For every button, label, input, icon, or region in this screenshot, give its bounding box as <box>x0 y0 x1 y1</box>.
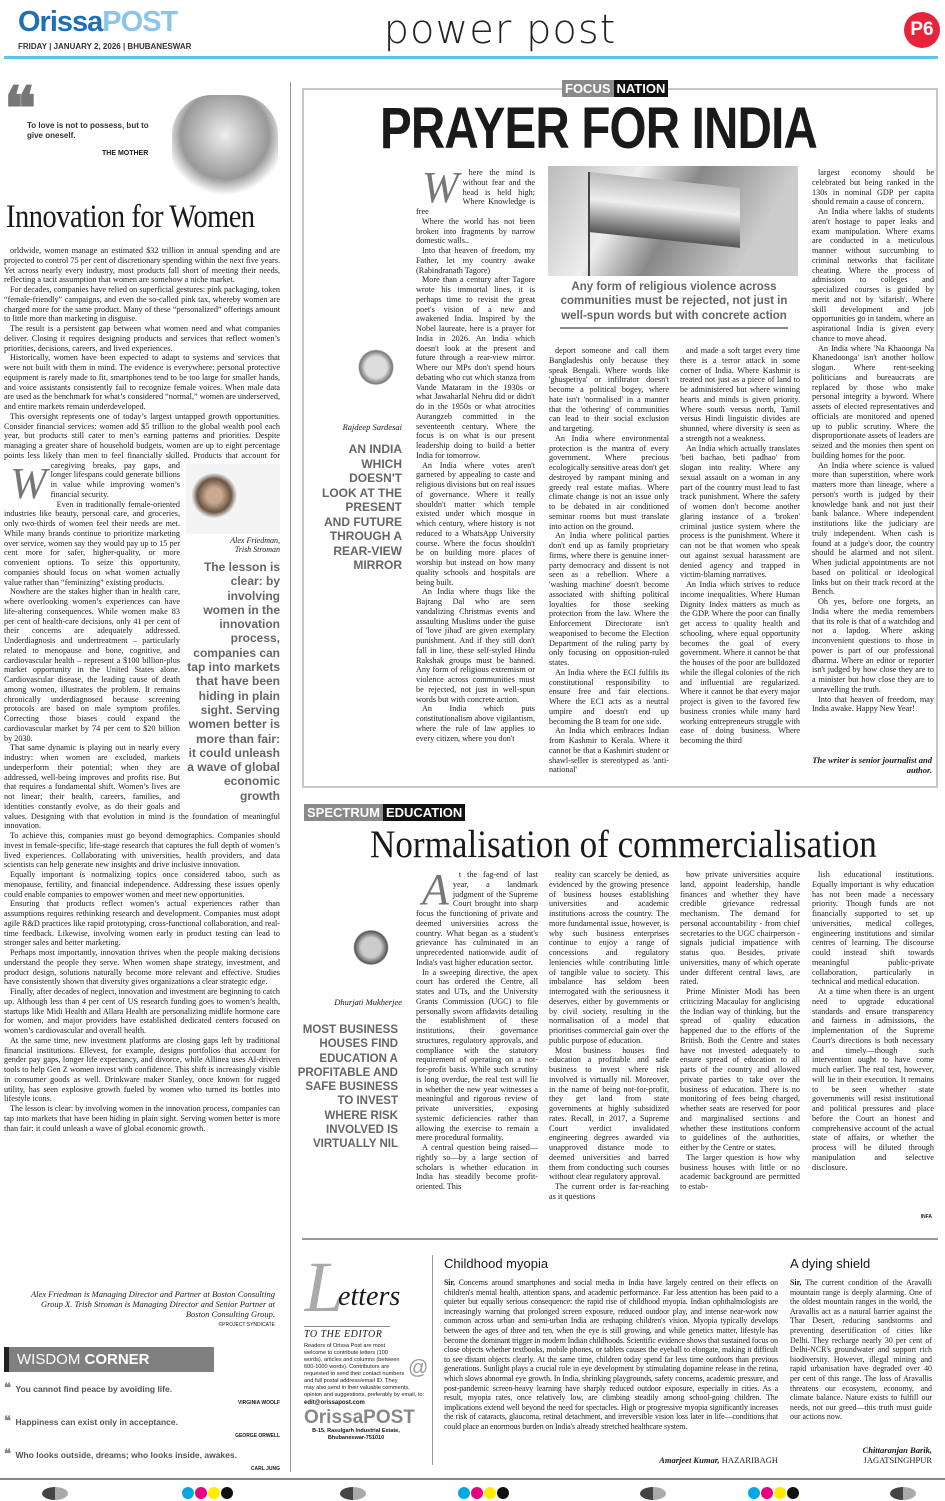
paragraph: Perhaps most importantly, innovation thrives when the people making decisions understand the people they serve. When women shape strategy, investment, and product design, solutions naturally become more relevant and effective. Studies have consistently shown that diversity gives organizations a clear strategic edge. <box>4 948 280 987</box>
letters-big-l: L <box>304 1252 345 1326</box>
education-credit: INFA <box>920 1214 932 1220</box>
email-at-icon: @ <box>407 1357 428 1379</box>
paragraph: lish educational institutions. Equally important is why education has not been made a necessary priority. Though funds are not financially supported to set up universities, medical colleges, engineering institutions and similar centres of learning. The discourse could instead shift towards meaningful public-private collaboration, particularly in technical and medical education. <box>812 870 934 987</box>
education-col-3 <box>680 870 800 1222</box>
paragraph: Into that heaven of freedom, my Father, let my country awake (Rabindranath Tagore) <box>416 246 535 275</box>
prayer-bio: The writer is senior journalist and author. <box>812 755 932 775</box>
paragraph: Historically, women have been expected to adapt to systems and services that were not built with them in mind. The evidence is everywhere: personal protective equipment is rarely made to fit, smartphones tend to be too large for smaller hands, and voice assistants consistently fail to recognize female voices. When male data are used as the benchmark for what’s considered “normal,” women are underserved, and entire markets remain underdeveloped. <box>4 353 280 411</box>
letter-title: Childhood myopia <box>444 1256 549 1271</box>
letter-signature-name: Chittaranjan Barik, <box>862 1445 932 1455</box>
paragraph: An India where thugs like the Bajrang Dal who are seen vandalizing Christmas events and assaulting Muslims under the guise of 'love jihad' are given exemplary punishment. And if they still don't fall in line, these self-styled Hindu Rakshak groups must be banned. Any form of religious extremism or violence across communities must be rejected, not just in well-spun words but with concrete action. <box>416 587 535 704</box>
letters-logo <box>304 1407 428 1428</box>
wisdom-quote <box>4 1445 280 1472</box>
letter-body <box>790 1278 932 1441</box>
letters-panel <box>304 1252 428 1442</box>
innovation-pull-quote: The lesson is clear: by involving women in the innovation process, companies can tap into markets that have been hiding in plain sight. Serving women better is more than fair: it could unleash a wave of global economic growth <box>187 560 280 803</box>
letter-signature <box>790 1445 932 1465</box>
paragraph: A central question being raised—rightly so—by a large section of scholars is whether education in India has steadily become profit-oriented. This <box>416 1143 538 1191</box>
education-col-2 <box>549 870 669 1222</box>
logo-text-a: Orissa <box>18 6 103 38</box>
paragraph: deport someone and call them Bangladeshis only because they speak Bengali. Where words like 'ghuspetiya' or infiltrator doesn't become a political bogey, where hate isn't 'normalised' in a manner that the 'othering' of communities can lead to their social exclusion and targeting. <box>549 346 669 433</box>
quote-mark-icon: ❝ <box>4 75 37 142</box>
paragraph: At a time when there is an urgent need to upgrade educational standards and ensure transparency and fairness in admissions, the implementation of the Supreme Court's directions is both necessary and timely—though such intervention ought to have come much earlier. The real test, however, will lie in their execution. It remains to be seen whether state governments will resist institutional and political pressures and place before the Court an honest and comprehensive account of the actual state of affairs, or whether the process will be diluted through manipulation and selective disclosure. <box>812 987 934 1172</box>
paragraph: At the fag-end of last year, a landmark judgment of the Supreme Court brought into sharp focus the functioning of private and deemed universities across the country. What began as a student's grievance has culminated in an unprecedented nationwide audit of India's vast higher education sector. <box>416 870 538 967</box>
letter-text: Concerns around smartphones and social media in India have largely centred on their effects on children's mental health, attention spans, and academic performance. Far less attention has been paid to a quieter but equally serious consequence: the rapid rise of childhood myopia. Indian ophthalmologists are increasingly warning that prolonged screen exposure, reduced outdoor play, and intense near-work now common across urban and semi-urban India are reshaping children's vision. Myopia typically develops between the ages of three and ten, when the eye is still growing, and while genetics matter, lifestyle has become the dominant trigger in modern Indian childhoods. Scientific evidence shows that sustained focus on close objects whether textbooks, mobile phones, or tablets causes the eyeball to elongate, making it difficult to see distant objects clearly. At the same time, children today spend far less time outdoors than previous generations. Sunlight plays a crucial role in eye development by stimulating dopamine release in the retina, which slows abnormal eye growth. In India, shrinking playgrounds, safety concerns, academic pressure, and post-pandemic screen-heavy learning have sharply reduced outdoor exposure, especially in cities. As a result, myopia rates, once relatively low, are climbing steadily among school-going children. The implications extend well beyond the need for spectacles. High or progressive myopia significantly increases the risk of cataracts, glaucoma, retinal detachment, and irreversible vision loss later in life—conditions that could place an enormous burden on India's already stretched healthcare system. <box>444 1278 778 1431</box>
paragraph: Into that heaven of freedom, may India awake. Happy New Year! <box>812 694 934 714</box>
letters-rule <box>302 1238 938 1240</box>
paragraph: More than a century after Tagore wrote his immortal lines, it is perhaps time to revisit the great poet's vision of a new and awakened India. Inspired by the Nobel laureate, here is a prayer for India in 2026. An India which doesn't look at the present and future through a rear-view mirror. Where our MPs don't spend hours debating who cut which stanza from Vande Mataram in the 1930s or what Jawaharlal Nehru did or didn't do in the 1950s or what atrocities Aurangzeb committed in the seventeenth century. Where the focus is on what is our present leadership doing to build a better India for tomorrow. <box>416 275 535 460</box>
letter-signature-name: Amarjeet Kumar, <box>659 1455 720 1465</box>
header-rule <box>4 56 938 59</box>
letter-signature <box>600 1455 778 1465</box>
page-number-badge: P6 <box>904 12 940 48</box>
letters-info-block <box>304 1343 428 1399</box>
paragraph: The lesson is clear: by involving women in the innovation process, companies can tap into markets that have been hiding in plain sight. Serving women better is more than fair: it could unleash a wave of global economic growth. <box>4 1104 280 1133</box>
cmyk-color-bar <box>458 1487 509 1499</box>
prayer-col-4 <box>812 168 934 753</box>
cmyk-color-bar <box>182 1487 233 1499</box>
paragraph: An India where 'Na Khaoonga Na Khanedoonga' isn't another hollow slogan. Where rent-seeking politicians and bureaucrats are replaced by those who make personal integrity a byword. Where assets of elected representatives and officials are monitored and opened up to public scrutiny. Where the disproportionate assets of leaders are seized and the monies then spent on building homes for the poor. <box>812 343 934 460</box>
registration-mark <box>42 1487 68 1500</box>
letter-title: A dying shield <box>790 1256 871 1271</box>
dateline: FRIDAY | JANUARY 2, 2026 | BHUBANESWAR <box>18 42 192 51</box>
the-mother-photo <box>172 95 278 195</box>
letters-info: Readers of Orissa Post are most welcome to contribute letters (100 words), articles and columns (between 600-1000 words). Contributors are requested to send their contact numbers and full postal address/email ID. They may also send in their valuable comments, opinion and suggestions, preferably by email, to: <box>304 1343 425 1398</box>
paragraph: This oversight represents one of today’s largest untapped growth opportunities. Consider financial services: women add $5 trillion to the global wealth pool each year, but products still cater to men’s earning patterns and priorities. Despite managing a greater share of household budgets, women are up to eight percentage points less likely than men to feel financially skilled. Products that account for caregiving breaks, pay gaps, and longer lifespans could generate billions in value while improving women’s financial security. <box>4 411 280 499</box>
letter-signature-place: JAGATSINGHPUR <box>863 1455 932 1465</box>
letter-signature-place: HAZARIBAGH <box>721 1455 778 1465</box>
paragraph: An India where votes aren't garnered by appealing to caste and religious divisions but on real issues of governance. Where it really shouldn't matter which temple existed under which mosque in which century, where history is not reduced to a WhatsApp University course. Where the focus shouldn't be on building more places of worship but instead on how many quality schools and hospitals are being built. <box>416 460 535 587</box>
wisdom-quote <box>4 1379 280 1406</box>
letter-text: The current condition of the Aravalli mountain range is deeply alarming. One of the oldest mountain ranges in the world, the Aravallis act as a natural barrier against the Thar Desert, reducing sandstorms and preventing desertification of cities like Delhi. They recharge nearly 30 per cent of Delhi-NCR's groundwater and support rich biodiversity. However, illegal mining and rapid urbanisation have degraded over 40 per cent of this range. The loss of Aravallis threatens our ecosystem, economy, and climate balance. Nature exists to fulfill our needs, not our greed—this truth must guide our actions now. <box>790 1278 932 1422</box>
wisdom-quote-author: GEORGE ORWELL <box>235 1433 280 1439</box>
top-quote: To love is not to possess, but to give oneself. <box>27 121 149 140</box>
letter-body <box>444 1278 778 1452</box>
paragraph: Prime Minister Modi has been criticizing Macaulay for anglicising the Indian way of thinking, but the spread of quality education happened due to the efforts of the British. Both the Centre and states have not invested adequately to ensure spread of education to all parts of the country and allowed private parties to take over the business of education. There is no monitoring of fees being charged, whether seats are reserved for poor and marginalised sections and whether these institutions conform to guidelines of the authorities, either by the Centre or states. <box>680 987 800 1152</box>
paragraph: Where the mind is without fear and the head is held high; Where Knowledge is free <box>416 168 535 216</box>
innovation-bio: Alex Friedman is Managing Director and Partner at Boston Consulting Group X. Trish Stroman is Managing Director and Senior Partner at Boston Consulting Group. <box>30 1289 275 1319</box>
column-divider <box>290 82 291 1472</box>
prayer-col-3 <box>680 346 800 774</box>
wisdom-quotes <box>4 1379 280 1478</box>
tag-nation: NATION <box>614 80 669 97</box>
paragraph: An India where political parties don't end up as family proprietary firms, where there is genuine inner-party democracy and dissent is not seen as a rebellion. Where a 'washing machine' doesn't become associated with shifting political loyalties for those seeking protection from the law. Where the Enforcement Directorate isn't weaponised to become the Election Department of the ruling party by only focusing on opposition-ruled states. <box>549 531 669 667</box>
paragraph: In a sweeping directive, the apex court has ordered the Centre, all states and UTs, and the University Grants Commission (UGC) to file personally sworn affidavits detailing the establishment of these institutions, their governance structures, regulatory approvals, and compliance with the statutory requirement of operating on a not-for-profit basis. While such scrutiny is long overdue, the real test will lie in whether the new year witnesses a meaningful and rigorous review of private universities, exposing systemic deficiencies rather than allowing the exercise to remain a mere procedural formality. <box>416 967 538 1143</box>
education-headline: Normalisation of commercialisation <box>370 823 877 866</box>
education-col-1 <box>416 870 538 1222</box>
tag-focus: FOCUS <box>562 80 614 97</box>
paragraph: An India which actually translates 'beti bachao, beti padhao' from slogan into reality. Where any sexual assault on a woman in any part of the country must lead to fast track punishment. Where the safety of women don't become another glaring instance of a 'broken' criminal justice system where the process is the punishment. Where it can not be that women who speak out against sexual harassment are denied agency and trapped in victim-blaming narratives. <box>680 443 800 580</box>
rajdeep-sardesai-photo <box>345 340 407 418</box>
wisdom-quote-text: Happiness can exist only in acceptance. <box>15 1417 178 1427</box>
prayer-col-1 <box>416 168 535 774</box>
wisdom-quote-author: CARL JUNG <box>250 1466 280 1472</box>
education-side-pull: MOST BUSINESS HOUSES FIND EDUCATION A PROFITABLE AND SAFE BUSINESS TO INVEST WHERE RISK INVOLVED IS VIRTUALLY NIL <box>297 1024 398 1151</box>
paragraph: An India which embraces Indian from Kashmir to Kerala. Where it cannot be that a Kashmiri student or shawl-seller is stereotyped as 'anti-national' <box>549 726 669 774</box>
quote-mark-icon: ❝ <box>4 1446 11 1461</box>
paragraph: To achieve this, companies must go beyond demographics. Companies should invest in female-specific, life-stage research that captures the full depth of women’s lived experiences. Collaborating with universities, health providers, and data scientists can help generate new insights and drive inclusive innovation. <box>4 831 280 870</box>
quote-mark-icon: ❝ <box>4 1413 11 1428</box>
paragraph: The current order is far-reaching as it questions <box>549 1182 669 1201</box>
wisdom-title-a: WISDOM <box>17 1351 81 1368</box>
letter-salutation: Sir, <box>790 1278 802 1287</box>
paragraph: The larger question is how why business houses with little or no academic background are permitted to estab- <box>680 1152 800 1191</box>
paragraph: and made a soft target every time there is a terror attack in some corner of India. Where Kashmir is treated not just as a piece of land to be administered but where winning hearts and minds is given priority. Where south versus north, Tamil versus Hindi linguistic divides are shunned, where diversity is seen as a strength not a weakness. <box>680 346 800 443</box>
paragraph: how private universities acquire land, appoint leadership, handle finances and whether they have credible grievance redressal mechanism. The demand for personal accountability - from chief secretaries to the UGC chairperson - signals judicial impatience with status quo. Besides, private universities, many of which operate under different central laws, are rated. <box>680 870 800 987</box>
paragraph: Worldwide, women manage an estimated $32 trillion in annual spending and are projected to control 75 per cent of discretionary spending within the next five years. Yet across nearly every industry, most products fall short of meeting their needs, reflecting a tacit assumption that women are somehow a niche market. <box>4 246 280 508</box>
innovation-body <box>4 246 280 1282</box>
tag-spectrum: SPECTRUM <box>304 804 383 821</box>
registration-mark <box>340 1487 366 1500</box>
top-quote-author: THE MOTHER <box>102 150 149 157</box>
innovation-sidebar <box>186 464 280 803</box>
paragraph: An India which puts constitutionalism above vigilantism, where the rule of law applies to every citizen, where you don't <box>416 704 535 743</box>
registration-mark <box>890 1487 916 1500</box>
wisdom-quote-author: VIRGINIA WOOLF <box>237 1400 280 1406</box>
wisdom-quote-text: You cannot find peace by avoiding life. <box>15 1384 173 1394</box>
paragraph: That same dynamic is playing out in nearly every industry: when women are excluded, markets underperform their potential; when they are addressed, well-being improves and profits rise. But that requires a fundamental shift. Women’s lives are not linear; their health, careers, families, and identities constantly evolve, as do their goals and values. Designing with that evolution in mind is the foundation of meaningful innovation. <box>4 743 280 831</box>
paragraph: The result is a persistent gap between what women need and what companies deliver. Closing it requires designing products and services that reflect women’s priorities, decisions, careers, and lived experiences. <box>4 324 280 353</box>
innovation-authors-photo <box>186 464 280 534</box>
letters-heading <box>304 1252 428 1326</box>
logo-text-b: POST <box>363 1407 415 1428</box>
innovation-credit: ©PROJECT SYNDICATE <box>218 1322 275 1328</box>
indian-flag-photo <box>548 166 798 276</box>
innovation-headline: Innovation for Women <box>6 199 255 235</box>
prayer-col-2 <box>549 346 669 774</box>
letter-salutation: Sir, <box>444 1278 455 1287</box>
paragraph: An India where science is valued more than superstition, where work matters more than lineage, where a person's worth is judged by their knowledge bank and not just their bank balance. Where independent institutions like the judiciary are truly independent. When cash is found at a judge's door, the country should be alarmed and not silent. When judicial appointments are not based on political or ideological links but on their track record at the Bench. <box>812 460 934 597</box>
paragraph: largest economy should be celebrated but being ranked in the 130s in nominal GDP per capita should remain a cause of concern. <box>812 168 934 207</box>
logo-text-a: Orissa <box>304 1407 364 1428</box>
dhurjati-mukherjee-photo <box>340 923 402 993</box>
prayer-author: Rajdeep Sardesai <box>342 422 402 432</box>
prayer-side-pull: AN INDIA WHICH DOESN'T LOOK AT THE PRESENT AND FUTURE THROUGH A REAR-VIEW MIRROR <box>322 442 402 572</box>
paragraph: An India where environmental protection is the mantra of every government. Where precious ecologically sensitive areas don't get destroyed by rampant mining and greedy real estate mafias. Where climate change is not an issue only to be debated in air conditioned seminar rooms but must translate into action on the ground. <box>549 433 669 531</box>
education-col-4 <box>812 870 934 1210</box>
section-title: power post <box>383 7 617 53</box>
paragraph: An India where the ECI fulfils its constitutional responsibility to ensure free and fair elections. Where the ECI acts as a neutral umpire and doesn't end up becoming the B team for one side. <box>549 667 669 726</box>
paragraph: Nowhere are the stakes higher than in health care, where overlooking women’s experiences can have life-altering consequences. While women make 83 per cent of health-care decisions, only 41 per cent of their concerns are adequately addressed. Underdiagnosis and undertreatment – particularly related to menopause and bone, cognitive, and cardiovascular health – represent a $100 billion-plus market opportunity in the United States alone. Cardiovascular disease, the leading cause of death among women, illustrates the problem. It remains chronically underdiagnosed because screening protocols are based on male symptom profiles. Correcting those biases could expand the cardiovascular market by 74 per cent to $20 billion by 2030. <box>4 587 180 743</box>
paragraph: For decades, companies have relied on superficial gestures: pink packaging, token “female-friendly” campaigns, and even the so-called pink tax, whereby women are charged more for the same product. Many of these “personalized” offerings amount to little more than marketing in disguise. <box>4 285 280 324</box>
quote-mark-icon: ❝ <box>4 1380 11 1395</box>
education-author: Dhurjati Mukherjee <box>334 997 402 1007</box>
cmyk-color-bar <box>748 1487 799 1499</box>
letters-divider <box>432 1255 433 1465</box>
spectrum-education-tag <box>304 804 465 821</box>
wisdom-corner-banner <box>4 1347 214 1372</box>
tag-education: EDUCATION <box>383 804 465 821</box>
registration-mark <box>640 1487 666 1500</box>
wisdom-title-b: CORNER <box>84 1351 150 1368</box>
letters-address: B-15, Rasulgarh Industrial Estate, Bhubaneswar-751010 <box>312 1428 400 1441</box>
paragraph: reality can scarcely be denied, as evidenced by the growing presence of business houses establishing universities and academic institutions across the country. The more fundamental issue, however, is why such business enterprises continue to enjoy a range of concessions and regulatory leniencies while contributing little of tangible value to society. This imbalance has seldom been interrogated with the seriousness it deserves, either by governments or by civil society, resulting in the normalisation of a model that prioritises commercial gain over the public purpose of education. <box>549 870 669 1045</box>
letters-email: edit@orissapost.com <box>304 1400 365 1406</box>
paragraph: Most business houses find education a profitable and safe business to invest where risk involved is virtually nil. Moreover, in the name of being not-for-profit, they get land from state governments at highly subsidized rates. Recall, in 2017, a Supreme Court verdict invalidated engineering degrees awarded via unapproved distance mode to deemed universities and barred them from conducting such courses without clear regulatory approval. <box>549 1045 669 1182</box>
paragraph: At the same time, new investment platforms are closing gaps left by traditional financial institutions. Ellevest, for example, designs portfolios that account for gender pay gaps, longer life expectancy, and divorce, while Allinea uses AI-driven tools to help Gen Z women invest with confidence. This shift is increasingly visible in consumer goods as well. Drinkware maker Stanley, once known for rugged utility, has seen explosive growth fueled by women who turned its bottles into lifestyle icons. <box>4 1035 280 1104</box>
paragraph: Equally important is normalizing topics once considered taboo, such as menopause, fertility, and financial independence. Addressing these issues openly could enable companies to empower women and meet new opportunities. <box>4 870 280 899</box>
prayer-headline: PRAYER FOR INDIA <box>380 96 818 161</box>
letters-subtitle: TO THE EDITOR <box>304 1326 390 1341</box>
paragraph: Oh yes, before one forgets, an India where the media remembers that its role is that of a watchdog and not a lapdog. Where asking inconvenient questions to those in power is part of our professional dharma. Where an editor or reporter isn't judged by how close they are to a minister but how close they are to unravelling the truth. <box>812 597 934 694</box>
paragraph: Ensuring that products reflect women’s actual experiences rather than assumptions requires rethinking research and development. Companies must adopt agile R&D practices like rapid prototyping, cross-functional collaboration, and real-time feedback. Likewise, involving women early in product testing can lead to stronger sales and better marketing. <box>4 899 280 948</box>
paragraph: Where the world has not been broken into fragments by narrow domestic walls.. <box>416 216 535 246</box>
paragraph: An India where lakhs of students aren't hostage to paper leaks and exam manipulation. Where exams are conducted in a meticulous manner without succumbing to criminal networks that facilitate cheating. Where the process of admission to colleges and specialized courses is guided by merit and not by 'sifarish'. Where skill development and job opportunities go in tandem, where an aspirational India is given every chance to move ahead. <box>812 207 934 343</box>
innovation-photo-caption: Alex Friedman, Trish Stroman <box>230 536 280 554</box>
paragraph: Even in traditionally female-oriented industries like beauty, personal care, and groceries, only two-thirds of women feel their needs are met. While many brands continue to prioritize marketing over service, women say they would pay up to 15 per cent more for safer, higher-quality, or more convenient options. To seize this opportunity, companies should focus on what women actually value rather than “feminizing” existing products. <box>4 499 180 587</box>
paragraph: An India which strives to reduce income inequalities. Where Human Dignity Index matters as much as the GDP. Where the poor can finally get access to quality health and schooling, where equal opportunity becomes the goal of every government. Where it cannot be that the houses of the poor are bulldozed while the illegal colonies of the rich and influential are regularized. Where it cannot be that every major project is given to the favored few business cronies while many hard working entrepreneurs struggle with ease of doing business. Where becoming the third <box>680 580 800 745</box>
wisdom-quote <box>4 1412 280 1439</box>
logo-text-b: POST <box>102 6 178 38</box>
letters-title: etters <box>338 1281 401 1312</box>
footer-rule <box>0 1478 945 1480</box>
paragraph: Finally, after decades of neglect, innovation and investment are beginning to catch up. Although less than 4 per cent of US research funding goes to women’s health, startups like Midi Health and Allara Health are personalizing midlife hormone care for women, and major providers have established dedicated centers focused on women’s cardiovascular and overall health. <box>4 987 280 1035</box>
wisdom-quote-text: Who looks outside, dreams; who looks inside, awakes. <box>15 1450 237 1460</box>
prayer-image-pull: Any form of religious violence across communities must be rejected, not just in well-spun words but with concrete action <box>560 280 788 329</box>
